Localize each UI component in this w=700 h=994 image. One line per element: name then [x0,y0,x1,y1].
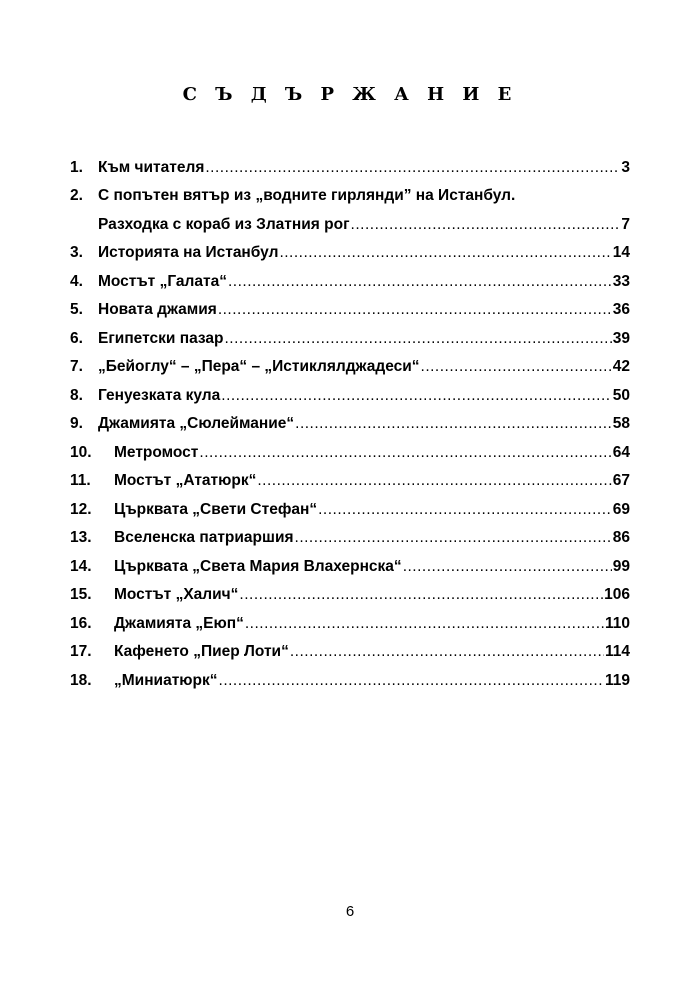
entry-page: 119 [604,671,630,689]
entry-page: 14 [612,244,630,261]
table-of-contents [70,148,630,690]
entry-page: 33 [612,272,630,290]
dot-leader [256,472,611,490]
entry-title: Генуезката кула [98,386,221,404]
entry-title: Историята на Истанбул [98,244,279,261]
toc-entry [70,148,630,177]
entry-title: „Миниатюрк“ [114,671,218,689]
dot-leader [244,615,604,633]
entry-page: 99 [612,557,630,575]
entry-number: 5. [70,301,83,318]
entry-title: Църквата „Свети Стефан“ [114,500,318,518]
entry-page: 58 [612,415,630,432]
dot-leader [294,415,612,433]
dot-leader [227,273,612,291]
entry-page: 106 [604,586,630,603]
entry-number: 10. [70,443,92,461]
entry-title: Метромост [114,443,199,461]
entry-title: Джамията „Еюп“ [114,614,244,632]
dot-leader [217,301,612,319]
entry-number: 8. [70,386,83,404]
entry-number: 14. [70,557,92,575]
toc-entry [70,291,630,320]
toc-entry [70,177,630,234]
entry-page: 69 [612,500,630,518]
entry-title: Джамията „Сюлеймание“ [98,415,295,432]
entry-title: Църквата „Света Мария Влахернска“ [114,557,402,575]
toc-entry [70,376,630,405]
dot-leader [402,558,612,576]
entry-page: 64 [612,443,630,461]
entry-page: 7 [621,215,630,233]
entry-page: 3 [621,158,630,176]
dot-leader [350,216,621,234]
entry-title: Вселенска патриаршия [114,529,294,546]
entry-number: 12. [70,500,92,518]
entry-title: С попътен вятър из „водните гирлянди” на Истанбул. [98,187,516,204]
entry-number: 3. [70,244,83,261]
entry-page: 114 [604,643,630,660]
toc-entry [70,234,630,263]
entry-page: 42 [612,358,630,375]
entry-number: 7. [70,358,83,375]
entry-line [70,177,630,206]
entry-number: 9. [70,415,83,432]
dot-leader [218,672,604,690]
entry-page: 67 [612,472,630,489]
toc-entry [70,576,630,605]
page-number: 6 [345,903,355,920]
entry-number: 2. [70,187,83,204]
dot-leader [294,529,612,547]
toc-heading: С Ъ Д Ъ Р Ж А Н И Е [182,84,518,105]
toc-entry [70,490,630,519]
entry-number: 11. [70,472,91,489]
dot-leader [223,330,611,348]
entry-number: 15. [70,586,92,603]
entry-page: 39 [612,329,630,347]
toc-entry [70,405,630,434]
entry-title: Мостът „Ататюрк“ [114,472,257,489]
entry-page: 36 [612,301,630,318]
dot-leader [317,501,612,519]
toc-entry [70,348,630,377]
entry-number: 6. [70,329,83,347]
toc-entry [70,262,630,291]
dot-leader [204,159,620,177]
entry-title: Към читателя [98,158,205,176]
entry-number: 18. [70,671,92,689]
dot-leader [220,387,611,405]
toc-entry [70,661,630,690]
toc-entry [70,433,630,462]
entry-line [70,205,630,234]
entry-title: Мостът „Халич“ [114,586,239,603]
dot-leader [289,643,604,661]
toc-entry [70,319,630,348]
dot-leader [238,586,603,604]
entry-title: „Бейоглу“ – „Пера“ – „Истиклялджадеси“ [98,358,420,375]
entry-title: Кафенето „Пиер Лоти“ [114,643,289,660]
dot-leader [420,358,612,376]
entry-title: Мостът „Галата“ [98,272,227,290]
entry-number: 17. [70,643,92,660]
entry-page: 50 [612,386,630,404]
toc-entry [70,633,630,662]
entry-title: Новата джамия [98,301,217,318]
toc-entry [70,462,630,491]
dot-leader [278,244,611,262]
entry-number: 1. [70,158,83,176]
toc-entry [70,519,630,548]
toc-entry [70,604,630,633]
entry-number: 4. [70,272,83,290]
entry-title-continued: Разходка с кораб из Златния рог [98,215,350,233]
toc-entry [70,547,630,576]
entry-number: 13. [70,529,92,546]
entry-number: 16. [70,614,92,632]
dot-leader [198,444,611,462]
entry-page: 86 [612,529,630,546]
entry-title: Египетски пазар [98,329,224,347]
entry-page: 110 [604,614,630,632]
